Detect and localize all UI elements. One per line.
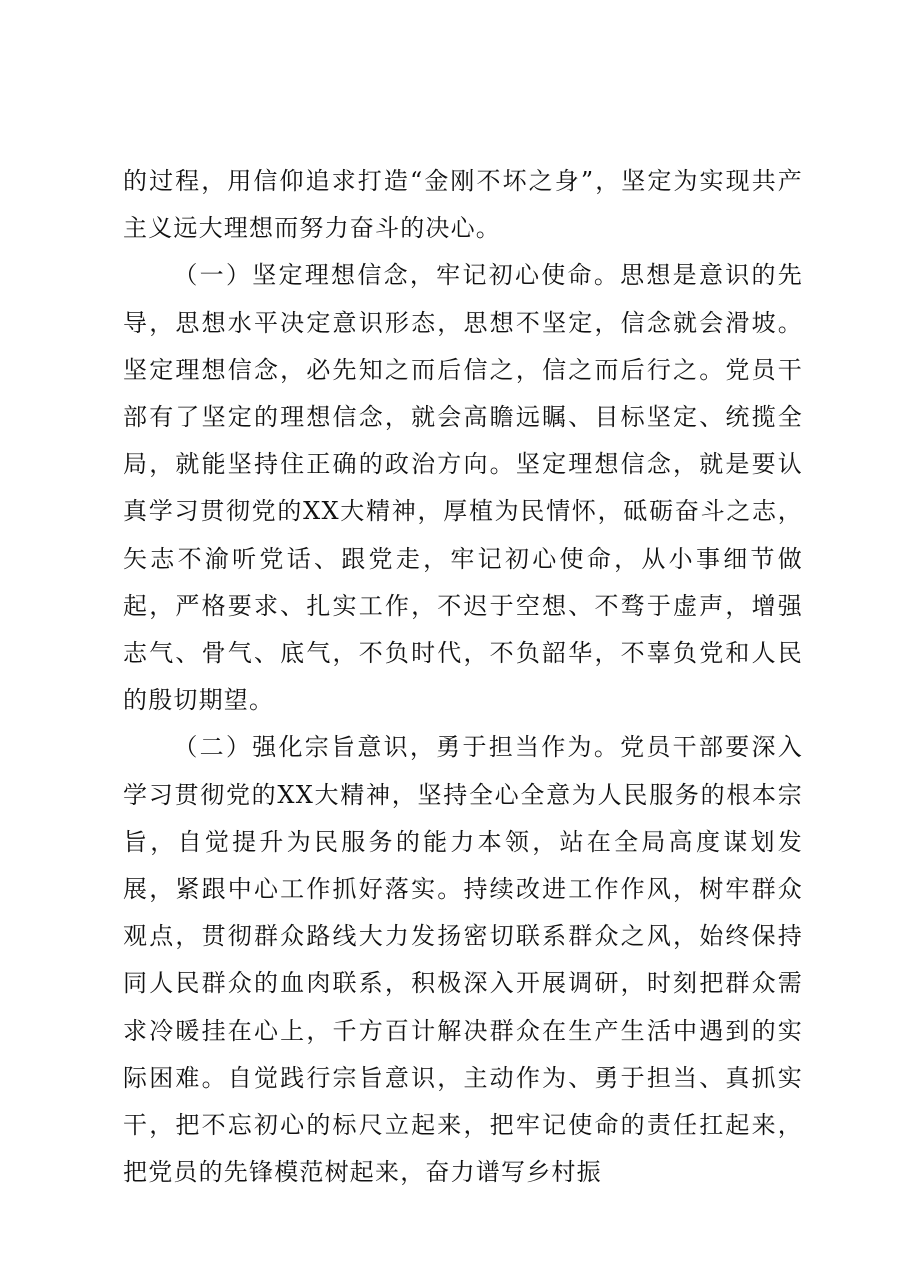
paragraph-text: 的过程，用信仰追求打造“金刚不坏之身”，坚定为实现共产主义远大理想而努力奋斗的决心。 bbox=[123, 167, 803, 243]
paragraph-section-1 bbox=[123, 252, 803, 724]
paragraph-continuation bbox=[123, 158, 803, 252]
section-heading: （二）强化宗旨意识，勇于担当作为。 bbox=[173, 733, 621, 762]
document-body bbox=[123, 158, 803, 1196]
paragraph-text: 党员干部要深入学习贯彻党的XX大精神，坚持全心全意为人民服务的根本宗旨，自觉提升为民服务的能力本领，站在全局高度谋划发展，紧跟中心工作抓好落实。持续改进工作作风，树牢群众观点，贯彻群众路线大力发扬密切联系群众之风，始终保持同人民群众的血肉联系，积极深入开展调研，时刻把群众需求冷暖挂在心上，千方百计解决群众在生产生活中遇到的实际困难。自觉践行宗旨意识，主动作为、勇于担当、真抓实干，把不忘初心的标尺立起来，把牢记使命的责任扛起来，把党员的先锋模范树起来，奋力谱写乡村振 bbox=[123, 733, 803, 1187]
section-heading: （一）坚定理想信念，牢记初心使命。 bbox=[173, 261, 621, 290]
paragraph-text: 思想是意识的先导，思想水平决定意识形态，思想不坚定，信念就会滑坡。坚定理想信念，必先知之而后信之，信之而后行之。党员干部有了坚定的理想信念，就会高瞻远瞩、目标坚定、统揽全局，就能坚持住正确的政治方向。坚定理想信念，就是要认真学习贯彻党的XX大精神，厚植为民情怀，砥砺奋斗之志，矢志不渝听党话、跟党走，牢记初心使命，从小事细节做起，严格要求、扎实工作，不迟于空想、不骛于虚声，增强志气、骨气、底气，不负时代，不负韶华，不辜负党和人民的殷切期望。 bbox=[123, 261, 803, 715]
paragraph-section-2 bbox=[123, 724, 803, 1196]
